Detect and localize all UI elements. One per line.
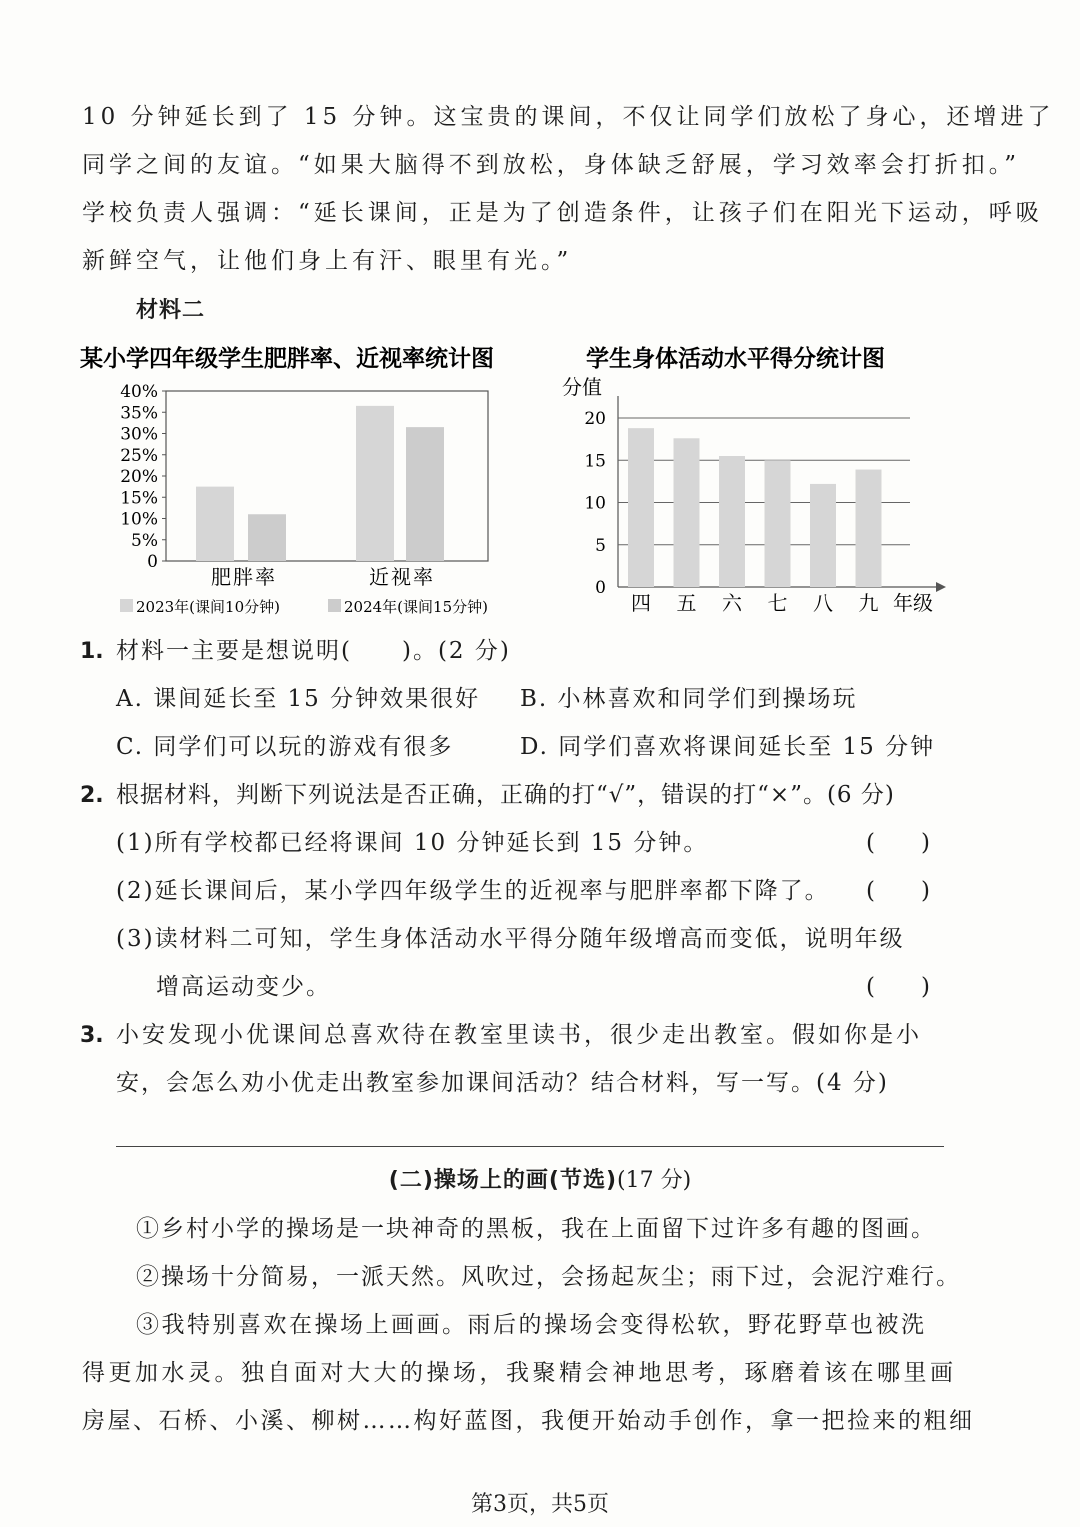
chart2-bar: [719, 456, 745, 587]
chart2-ytick-label: 5: [595, 535, 606, 556]
chart1-ytick-label: 15%: [120, 488, 158, 509]
chart1-category-myopia: 近视率: [369, 565, 435, 589]
chart2-category-label: 五: [676, 591, 697, 615]
chart1-category-obesity: 肥胖率: [211, 565, 277, 589]
section2-paragraph-3-line-1: ③我特别喜欢在操场上画画。雨后的操场会变得松软，野花野草也被洗: [136, 1312, 927, 1338]
chart1-ytick-label: 0: [147, 552, 158, 572]
q2-answer-box-1[interactable]: ( ): [866, 830, 930, 856]
chart2-ytick-label: 20: [584, 409, 606, 429]
chart-obesity-myopia: [76, 336, 546, 626]
section2-paragraph-2: ②操场十分简易，一派天然。风吹过，会扬起灰尘；雨下过，会泥泞难行。: [136, 1264, 961, 1290]
q1-option-b: B. 小林喜欢和同学们到操场玩: [520, 686, 858, 712]
page-footer: 第3页，共5页: [471, 1492, 609, 1517]
section2-title: (二)操场上的画(节选): [388, 1168, 618, 1193]
q2-answer-box-3[interactable]: ( ): [866, 974, 930, 1000]
chart1-ytick-label: 5%: [131, 530, 158, 551]
chart1-ytick-label: 20%: [120, 467, 158, 487]
chart2-category-label: 八: [813, 591, 833, 615]
chart2-category-label: 七: [767, 591, 788, 615]
material-2-label: 材料二: [136, 298, 206, 323]
chart2-ylabel: 分值: [562, 375, 602, 399]
chart2-bar: [856, 470, 882, 587]
passage-line-4: 新鲜空气，让他们身上有汗、眼里有光。”: [82, 248, 573, 274]
q2-statement-3-line-2: 增高运动变少。: [156, 974, 331, 1000]
section2-paragraph-3-line-3: 房屋、石桥、小溪、柳树……构好蓝图，我便开始动手创作，拿一把捡来的粗细: [82, 1408, 975, 1434]
chart1-title: 某小学四年级学生肥胖率、近视率统计图: [80, 346, 494, 372]
chart2-ytick-label: 0: [595, 578, 606, 598]
chart2-title: 学生身体活动水平得分统计图: [586, 346, 885, 372]
chart2-category-label: 六: [722, 591, 742, 615]
passage-line-2: 同学之间的友谊。“如果大脑得不到放松，身体缺乏舒展，学习效率会打折扣。”: [82, 152, 1021, 178]
q2-statement-2: (2)延长课间后，某小学四年级学生的近视率与肥胖率都下降了。: [116, 878, 830, 904]
chart1-legend-2024: 2024年(课间15分钟): [344, 598, 488, 616]
chart2-ytick-label: 15: [584, 451, 606, 472]
chart2-bar: [628, 428, 654, 587]
section2-paragraph-3-line-2: 得更加水灵。独自面对大大的操场，我聚精会神地思考，琢磨着该在哪里画: [82, 1360, 957, 1386]
chart2-bar: [765, 460, 791, 587]
chart2-xlabel: 年级: [893, 591, 933, 615]
chart1-ytick-label: 40%: [120, 382, 158, 402]
q1-option-a: A. 课间延长至 15 分钟效果很好: [116, 686, 481, 712]
chart1-bar: [196, 487, 234, 561]
q1-number: 1.: [80, 639, 104, 664]
chart1-ytick-label: 25%: [120, 445, 158, 466]
chart2-bar: [674, 438, 700, 587]
q2-text: 根据材料，判断下列说法是否正确，正确的打“√”，错误的打“×”。(6 分): [116, 782, 895, 808]
q2-statement-1: (1)所有学校都已经将课间 10 分钟延长到 15 分钟。: [116, 830, 709, 856]
section2-heading: [0, 1166, 1080, 1196]
chart1-ytick-label: 35%: [120, 403, 158, 424]
q3-text-line-1: 小安发现小优课间总喜欢待在教室里读书，很少走出教室。假如你是小: [116, 1022, 922, 1048]
section2-score: (17 分): [617, 1168, 692, 1193]
chart2-category-label: 九: [858, 591, 879, 615]
q1-text: 材料一主要是想说明( )。(2 分): [116, 638, 511, 664]
passage-line-1: 10 分钟延长到了 15 分钟。这宝贵的课间，不仅让同学们放松了身心，还增进了: [82, 104, 1055, 130]
passage-line-3: 学校负责人强调：“延长课间，正是为了创造条件，让孩子们在阳光下运动，呼吸: [82, 200, 1043, 226]
chart1-ytick-label: 10%: [120, 509, 158, 530]
chart2-ytick-label: 10: [584, 493, 606, 514]
section-divider: [116, 1146, 944, 1147]
chart1-legend-2023: 2023年(课间10分钟): [136, 598, 280, 616]
q3-text-line-2: 安，会怎么劝小优走出教室参加课间活动？结合材料，写一写。(4 分): [116, 1070, 889, 1096]
q2-number: 2.: [80, 783, 104, 808]
chart1-bar: [356, 406, 394, 561]
q3-number: 3.: [80, 1023, 104, 1048]
chart1-bar: [248, 514, 286, 561]
chart2-x-axis-arrow: [936, 582, 946, 592]
chart1-legend-swatch-2023: [120, 599, 133, 612]
chart1-ytick-label: 30%: [120, 424, 158, 445]
chart1-legend-swatch-2024: [328, 599, 341, 612]
q2-answer-box-2[interactable]: ( ): [866, 878, 930, 904]
q1-option-d: D. 同学们喜欢将课间延长至 15 分钟: [520, 734, 936, 760]
q1-option-c: C. 同学们可以玩的游戏有很多: [116, 734, 454, 760]
chart-activity-score: [556, 336, 956, 626]
section2-paragraph-1: ①乡村小学的操场是一块神奇的黑板，我在上面留下过许多有趣的图画。: [136, 1216, 936, 1242]
q2-statement-3-line-1: (3)读材料二可知，学生身体活动水平得分随年级增高而变低，说明年级: [116, 926, 905, 952]
chart2-bar: [810, 484, 836, 587]
chart2-category-label: 四: [631, 591, 651, 615]
chart1-bar: [406, 427, 444, 561]
